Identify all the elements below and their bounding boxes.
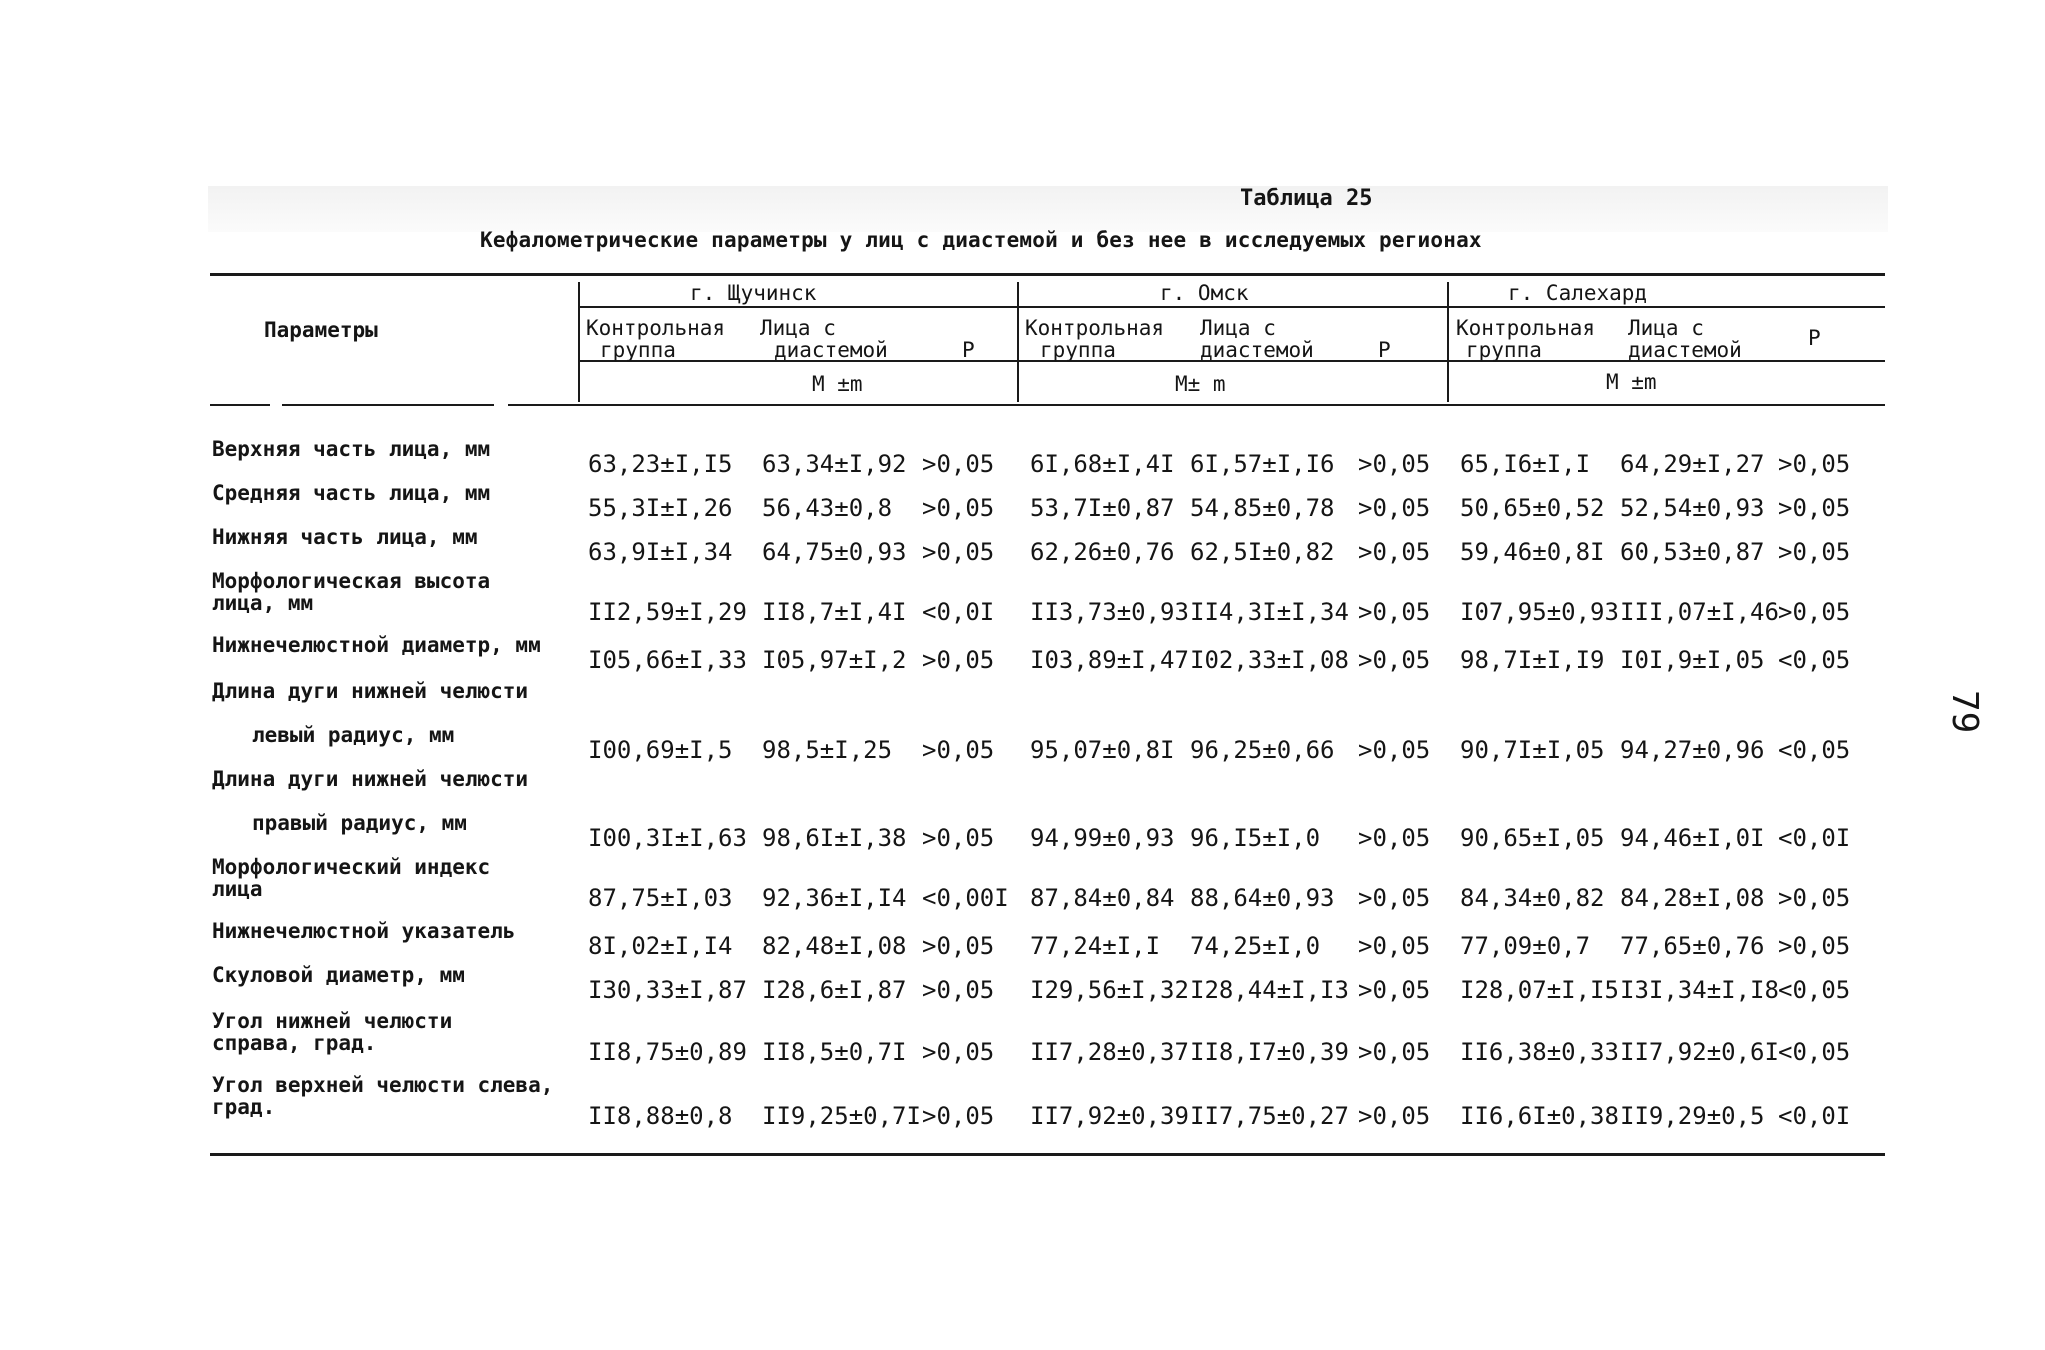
parameter-name: Длина дуги нижней челюсти — [212, 767, 529, 791]
value-cell: I02,33±I,08 — [1190, 646, 1349, 674]
value-cell: II6,6I±0,38 — [1460, 1102, 1619, 1130]
p-value-cell: >0,05 — [922, 646, 995, 674]
p-header: P — [1808, 326, 1821, 350]
p-value-cell: >0,05 — [1358, 1102, 1431, 1130]
region-header-1: г. Щучинск — [690, 281, 817, 305]
parameter-name: Нижняя часть лица, мм — [212, 525, 478, 549]
p-header: P — [962, 338, 975, 362]
value-cell: 74,25±I,0 — [1190, 932, 1321, 960]
p-header: P — [1378, 338, 1391, 362]
parameter-name: справа, град. — [212, 1031, 377, 1055]
value-cell: 56,43±0,8 — [762, 494, 893, 522]
value-cell: 50,65±0,52 — [1460, 494, 1605, 522]
parameter-name: правый радиус, мм — [252, 811, 467, 835]
parameter-name: Угол верхней челюсти слева, — [212, 1073, 554, 1097]
bottom-rule — [210, 1153, 1885, 1156]
p-value-cell: >0,05 — [1358, 976, 1431, 1004]
value-cell: II8,I7±0,39 — [1190, 1038, 1349, 1066]
diastema-header: Лица с — [760, 316, 836, 340]
value-cell: II3,73±0,93 — [1030, 598, 1189, 626]
value-cell: 98,6I±I,38 — [762, 824, 907, 852]
p-value-cell: <0,05 — [1778, 976, 1851, 1004]
p-value-cell: >0,05 — [1358, 598, 1431, 626]
value-cell: 90,7I±I,05 — [1460, 736, 1605, 764]
value-cell: II9,25±0,7I — [762, 1102, 921, 1130]
p-value-cell: >0,05 — [1358, 884, 1431, 912]
p-value-cell: >0,05 — [922, 932, 995, 960]
value-cell: 87,84±0,84 — [1030, 884, 1175, 912]
value-cell: 95,07±0,8I — [1030, 736, 1175, 764]
value-cell: I07,95±0,93 — [1460, 598, 1619, 626]
value-cell: I03,89±I,47 — [1030, 646, 1189, 674]
value-cell: I3I,34±I,I8 — [1620, 976, 1779, 1004]
sep-region-1 — [578, 282, 580, 402]
value-cell: 92,36±I,I4 — [762, 884, 907, 912]
diastema-header: диастемой — [1628, 338, 1742, 362]
parameter-name: Скуловой диаметр, мм — [212, 963, 465, 987]
value-cell: 96,I5±I,0 — [1190, 824, 1321, 852]
value-cell: I05,97±I,2 — [762, 646, 907, 674]
header-rule-1 — [210, 404, 270, 406]
parameter-name: Длина дуги нижней челюсти — [212, 679, 529, 703]
p-value-cell: >0,05 — [922, 538, 995, 566]
value-cell: 62,5I±0,82 — [1190, 538, 1335, 566]
value-cell: 64,29±I,27 — [1620, 450, 1765, 478]
p-value-cell: <0,0I — [1778, 1102, 1851, 1130]
value-cell: 94,46±I,0I — [1620, 824, 1765, 852]
value-cell: 63,23±I,I5 — [588, 450, 733, 478]
value-cell: 84,34±0,82 — [1460, 884, 1605, 912]
p-value-cell: >0,05 — [922, 976, 995, 1004]
table-title: Кефалометрические параметры у лиц с диастемой и без нее в исследуемых регионах — [480, 228, 1482, 252]
value-cell: 52,54±0,93 — [1620, 494, 1765, 522]
parameter-name: град. — [212, 1095, 276, 1119]
p-value-cell: >0,05 — [922, 824, 995, 852]
p-value-cell: <0,05 — [1778, 646, 1851, 674]
unit-label: M± m — [1175, 372, 1226, 396]
p-value-cell: <0,05 — [1778, 1038, 1851, 1066]
parameter-name: левый радиус, мм — [252, 723, 455, 747]
sep-region-2 — [1017, 282, 1019, 402]
value-cell: I00,69±I,5 — [588, 736, 733, 764]
value-cell: I05,66±I,33 — [588, 646, 747, 674]
value-cell: II7,75±0,27 — [1190, 1102, 1349, 1130]
diastema-header: Лица с — [1628, 316, 1704, 340]
parameter-name: Средняя часть лица, мм — [212, 481, 491, 505]
header-rule-3 — [508, 404, 1885, 406]
control-header: Контрольная — [586, 316, 726, 340]
p-value-cell: >0,05 — [1778, 932, 1851, 960]
p-value-cell: >0,05 — [922, 1038, 995, 1066]
value-cell: 65,I6±I,I — [1460, 450, 1591, 478]
value-cell: II7,92±0,39 — [1030, 1102, 1189, 1130]
value-cell: I29,56±I,32 — [1030, 976, 1189, 1004]
value-cell: 6I,57±I,I6 — [1190, 450, 1335, 478]
value-cell: II8,75±0,89 — [588, 1038, 747, 1066]
value-cell: 6I,68±I,4I — [1030, 450, 1175, 478]
value-cell: 63,34±I,92 — [762, 450, 907, 478]
value-cell: 94,99±0,93 — [1030, 824, 1175, 852]
parameter-name: Морфологический индекс — [212, 855, 491, 879]
value-cell: I28,07±I,I5 — [1460, 976, 1619, 1004]
region-header-2: г. Омск — [1160, 281, 1249, 305]
table-number: Таблица 25 — [1240, 186, 1373, 211]
value-cell: II7,92±0,6I — [1620, 1038, 1779, 1066]
value-cell: 77,65±0,76 — [1620, 932, 1765, 960]
p-value-cell: >0,05 — [1358, 932, 1431, 960]
p-value-cell: >0,05 — [1358, 824, 1431, 852]
parameter-name: лица — [212, 877, 263, 901]
value-cell: 84,28±I,08 — [1620, 884, 1765, 912]
p-value-cell: >0,05 — [1358, 1038, 1431, 1066]
value-cell: 98,7I±I,I9 — [1460, 646, 1605, 674]
value-cell: II7,28±0,37 — [1030, 1038, 1189, 1066]
value-cell: 53,7I±0,87 — [1030, 494, 1175, 522]
value-cell: 94,27±0,96 — [1620, 736, 1765, 764]
parameter-name: Морфологическая высота — [212, 569, 491, 593]
parameter-name: Угол нижней челюсти — [212, 1009, 453, 1033]
p-value-cell: <0,05 — [1778, 736, 1851, 764]
value-cell: 77,24±I,I — [1030, 932, 1161, 960]
value-cell: I0I,9±I,05 — [1620, 646, 1765, 674]
p-value-cell: >0,05 — [922, 494, 995, 522]
p-value-cell: >0,05 — [1778, 494, 1851, 522]
value-cell: II4,3I±I,34 — [1190, 598, 1349, 626]
value-cell: 62,26±0,76 — [1030, 538, 1175, 566]
top-rule — [210, 273, 1885, 276]
p-value-cell: >0,05 — [1358, 450, 1431, 478]
page-number: 79 — [1944, 690, 1985, 734]
control-header: группа — [1466, 338, 1542, 362]
value-cell: 88,64±0,93 — [1190, 884, 1335, 912]
p-value-cell: >0,05 — [1778, 538, 1851, 566]
control-header: Контрольная — [1025, 316, 1165, 340]
value-cell: II8,7±I,4I — [762, 598, 907, 626]
parameter-name: Нижнечелюстной диаметр, мм — [212, 633, 541, 657]
value-cell: I28,6±I,87 — [762, 976, 907, 1004]
p-value-cell: >0,05 — [1358, 736, 1431, 764]
value-cell: 96,25±0,66 — [1190, 736, 1335, 764]
parameter-name: Верхняя часть лица, мм — [212, 437, 491, 461]
value-cell: 54,85±0,78 — [1190, 494, 1335, 522]
value-cell: II2,59±I,29 — [588, 598, 747, 626]
value-cell: I30,33±I,87 — [588, 976, 747, 1004]
param-header: Параметры — [264, 318, 378, 342]
value-cell: I28,44±I,I3 — [1190, 976, 1349, 1004]
value-cell: 64,75±0,93 — [762, 538, 907, 566]
p-value-cell: >0,05 — [1358, 538, 1431, 566]
p-value-cell: >0,05 — [1358, 646, 1431, 674]
value-cell: 98,5±I,25 — [762, 736, 893, 764]
unit-label: M ±m — [812, 372, 863, 396]
p-value-cell: >0,05 — [1778, 598, 1851, 626]
p-value-cell: <0,0I — [922, 598, 995, 626]
scan-shadow — [208, 186, 1888, 232]
value-cell: 82,48±I,08 — [762, 932, 907, 960]
value-cell: 60,53±0,87 — [1620, 538, 1765, 566]
value-cell: 63,9I±I,34 — [588, 538, 733, 566]
value-cell: II8,5±0,7I — [762, 1038, 907, 1066]
sep-region-3 — [1447, 282, 1449, 402]
value-cell: 59,46±0,8I — [1460, 538, 1605, 566]
p-value-cell: >0,05 — [1778, 884, 1851, 912]
p-value-cell: >0,05 — [922, 736, 995, 764]
region-rule — [580, 306, 1885, 308]
control-header: Контрольная — [1456, 316, 1596, 340]
value-cell: II9,29±0,5 — [1620, 1102, 1765, 1130]
p-value-cell: >0,05 — [922, 450, 995, 478]
unit-label: M ±m — [1606, 370, 1657, 394]
value-cell: III,07±I,46 — [1620, 598, 1779, 626]
diastema-header: диастемой — [774, 338, 888, 362]
p-value-cell: >0,05 — [1358, 494, 1431, 522]
parameter-name: лица, мм — [212, 591, 314, 615]
p-value-cell: <0,00I — [922, 884, 1009, 912]
value-cell: 77,09±0,7 — [1460, 932, 1591, 960]
diastema-header: Лица с — [1200, 316, 1276, 340]
value-cell: 55,3I±I,26 — [588, 494, 733, 522]
value-cell: II8,88±0,8 — [588, 1102, 733, 1130]
p-value-cell: >0,05 — [1778, 450, 1851, 478]
region-header-3: г. Салехард — [1508, 281, 1648, 305]
p-value-cell: <0,0I — [1778, 824, 1851, 852]
parameter-name: Нижнечелюстной указатель — [212, 919, 516, 943]
value-cell: 87,75±I,03 — [588, 884, 733, 912]
value-cell: I00,3I±I,63 — [588, 824, 747, 852]
p-value-cell: >0,05 — [922, 1102, 995, 1130]
value-cell: 90,65±I,05 — [1460, 824, 1605, 852]
control-header: группа — [600, 338, 676, 362]
control-header: группа — [1040, 338, 1116, 362]
value-cell: II6,38±0,33 — [1460, 1038, 1619, 1066]
diastema-header: диастемой — [1200, 338, 1314, 362]
value-cell: 8I,02±I,I4 — [588, 932, 733, 960]
header-rule-2 — [282, 404, 494, 406]
